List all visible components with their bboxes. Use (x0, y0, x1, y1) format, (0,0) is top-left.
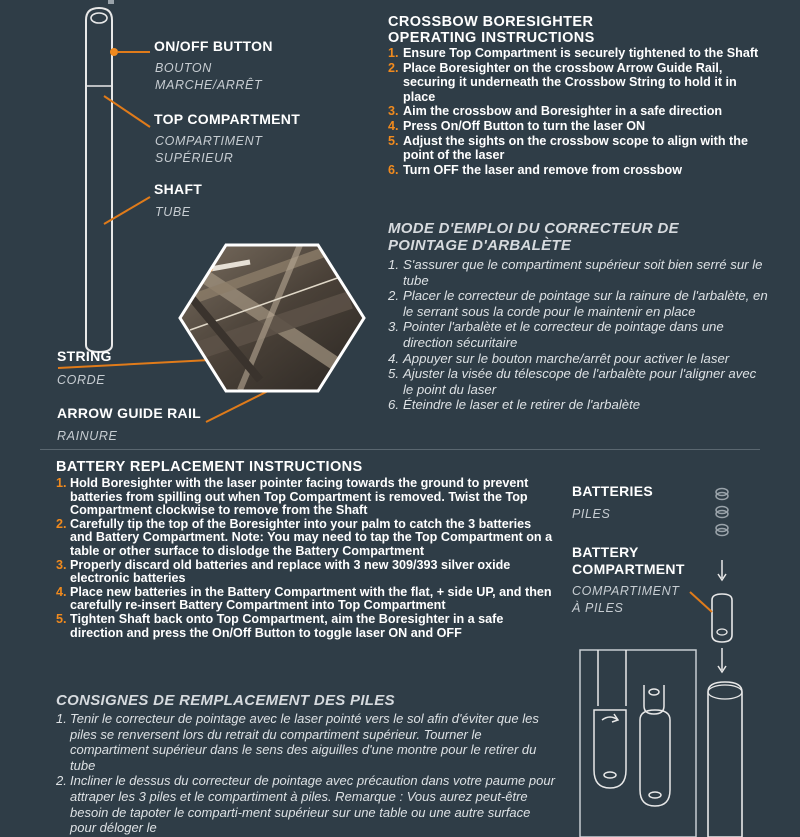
consignes-title: CONSIGNES DE REMPLACEMENT DES PILES (56, 692, 395, 709)
crossbow-photo (178, 243, 368, 393)
leader-shaft (104, 197, 150, 224)
mode-emploi-title-1: MODE D'EMPLOI DU CORRECTEUR DE (388, 220, 679, 237)
battery-step (56, 586, 556, 613)
label-shaft-en: SHAFT (154, 181, 203, 197)
step-text: Pointer l'arbalète et le correcteur de pointage dans une direction sécuritaire (403, 319, 724, 350)
label-top-compartment-fr2: SUPÉRIEUR (155, 151, 234, 165)
operating-step (388, 46, 768, 61)
battery-diagram (570, 470, 770, 837)
top-stub (108, 0, 114, 4)
step-number: 1. (388, 46, 399, 60)
step-number: 4. (388, 118, 399, 133)
step-text: Hold Boresighter with the laser pointer facing towards the ground to prevent batteries from spilling out when Top Compartment is removed. Twist the Top Compartment clockwise to remove from the Shaft (70, 476, 529, 518)
step-number: 4. (388, 350, 399, 366)
step-number: 2. (388, 288, 399, 304)
step-text: Adjust the sights on the crossbow scope to align with the point of the laser (403, 133, 748, 163)
step-text: Tenir le correcteur de pointage avec le laser pointé vers le sol afin d'éviter que les piles se renversent lors du retrait du compartiment supérieur. Tourner le compartiment supérieur dans le sens des aiguilles d'une montre pour le retirer du tube (70, 711, 539, 773)
step-text: Place new batteries in the Battery Compartment with the flat, + side UP, and then carefully re-insert Battery Compartment into Top Compartment (70, 584, 552, 613)
battery-step (56, 559, 556, 586)
step-number: 3. (388, 104, 399, 119)
consignes-steps (56, 711, 556, 836)
step-number: 1. (56, 711, 67, 726)
operating-step (388, 134, 768, 163)
step-number: 1. (388, 257, 399, 272)
step-number: 1. (56, 476, 67, 490)
step-text: Properly discard old batteries and replace with 3 new 309/393 silver oxide electronic batteries (70, 557, 511, 586)
section-divider (40, 449, 760, 450)
label-compartment-fr2: À PILES (572, 601, 624, 615)
operating-step (388, 119, 768, 134)
label-compartment-en2: COMPARTMENT (572, 561, 685, 577)
label-on-off-fr2: MARCHE/ARRÊT (155, 78, 263, 92)
battery-steps (56, 477, 556, 640)
step-number: 5. (56, 611, 67, 626)
top-compartment-large (708, 682, 742, 837)
step-text: Ensure Top Compartment is securely tightened to the Shaft (403, 46, 759, 60)
step-text: Ajuster la visée du télescope de l'arbalète pour l'aligner avec le point du laser (403, 366, 757, 397)
battery-step (56, 613, 556, 640)
label-batteries-fr: PILES (572, 507, 611, 521)
mode-emploi-step (388, 351, 768, 367)
leader-top-compartment (104, 96, 150, 127)
step-number: 2. (56, 773, 67, 789)
leader-compartment (690, 592, 712, 612)
step-text: Aim the crossbow and Boresighter in a safe direction (403, 104, 723, 119)
label-top-compartment-en: TOP COMPARTMENT (154, 111, 301, 127)
mode-emploi-step (388, 319, 768, 350)
operating-title-2: OPERATING INSTRUCTIONS (388, 30, 595, 46)
operating-instructions (388, 14, 768, 177)
operating-step (388, 61, 768, 105)
label-on-off-fr (155, 60, 262, 94)
step-number: 5. (388, 133, 399, 148)
step-text: Éteindre le laser et le retirer de l'arbalète (403, 397, 641, 413)
label-on-off-en: ON/OFF BUTTON (154, 38, 273, 54)
boresighter-shaft (86, 8, 112, 352)
operating-steps (388, 46, 768, 177)
consignes-step (56, 773, 556, 835)
mode-emploi-step (388, 288, 768, 319)
mode-emploi (388, 220, 768, 413)
label-compartment-en1: BATTERY (572, 544, 639, 560)
battery-title: BATTERY REPLACEMENT INSTRUCTIONS (56, 459, 363, 475)
step-number: 6. (388, 162, 399, 177)
step-number: 2. (56, 516, 67, 531)
step-number: 5. (388, 366, 399, 382)
top-cap-ellipse (91, 13, 107, 23)
step-text: Press On/Off Button to turn the laser ON (403, 118, 646, 133)
step-text: Turn OFF the laser and remove from crossbow (403, 162, 682, 177)
label-shaft-fr: TUBE (155, 205, 191, 219)
mode-emploi-title-2: POINTAGE D'ARBALÈTE (388, 237, 572, 254)
label-rail-en: ARROW GUIDE RAIL (57, 405, 202, 421)
battery-instructions (56, 459, 556, 640)
step-number: 3. (388, 319, 399, 335)
mode-emploi-step (388, 257, 768, 288)
step-number: 4. (56, 584, 67, 599)
step-text: Carefully tip the top of the Boresighter into your palm to catch the 3 batteries and Battery Compartment. Note: You may need to tap the Top Compartment on a table or other surface to dislodge the Battery Compartment (70, 516, 553, 558)
label-batteries-en: BATTERIES (572, 483, 653, 499)
battery-coins (716, 489, 728, 536)
step-number: 2. (388, 60, 399, 75)
label-top-compartment-fr (155, 133, 262, 167)
label-string-fr: CORDE (57, 373, 106, 387)
consignes-step (56, 711, 556, 773)
step-number: 6. (388, 397, 399, 413)
battery-step (56, 477, 556, 518)
mode-emploi-step (388, 366, 768, 397)
operating-step (388, 163, 768, 178)
step-text: Tighten Shaft back onto Top Compartment, aim the Boresighter in a safe direction and press the On/Off Button to toggle laser ON and OFF (70, 611, 504, 640)
on-off-button-dot (110, 48, 118, 56)
operating-step (388, 104, 768, 119)
step-text: S'assurer que le compartiment supérieur soit bien serré sur le tube (403, 257, 763, 288)
label-rail-fr: RAINURE (57, 429, 118, 443)
step-number: 3. (56, 557, 67, 572)
step-text: Placer le correcteur de pointage sur la rainure de l'arbalète, en le serrant sous la corde pour le maintenir en place (403, 288, 768, 319)
battery-step (56, 518, 556, 559)
step-text: Appuyer sur le bouton marche/arrêt pour activer le laser (403, 350, 730, 366)
mode-emploi-steps (388, 257, 768, 413)
label-string-en: STRING (57, 348, 112, 364)
mode-emploi-step (388, 397, 768, 413)
label-on-off-fr1: BOUTON (155, 61, 212, 75)
operating-title-1: CROSSBOW BORESIGHTER (388, 14, 594, 30)
inset-tubes (594, 650, 670, 806)
step-text: Incliner le dessus du correcteur de pointage avec précaution dans votre paume pour attraper les 3 piles et le compartiment à piles. Remarque : Vous aurez peut-être besoin de tapoter le comparti-ment supérieur sur une table ou une autre surface pour déloger le (70, 773, 555, 836)
label-compartment-fr1: COMPARTIMENT (572, 584, 680, 598)
label-top-compartment-fr1: COMPARTIMENT (155, 134, 263, 148)
step-text: Place Boresighter on the crossbow Arrow Guide Rail, securing it underneath the Crossbow String to hold it in place (403, 60, 737, 104)
consignes (56, 692, 556, 836)
